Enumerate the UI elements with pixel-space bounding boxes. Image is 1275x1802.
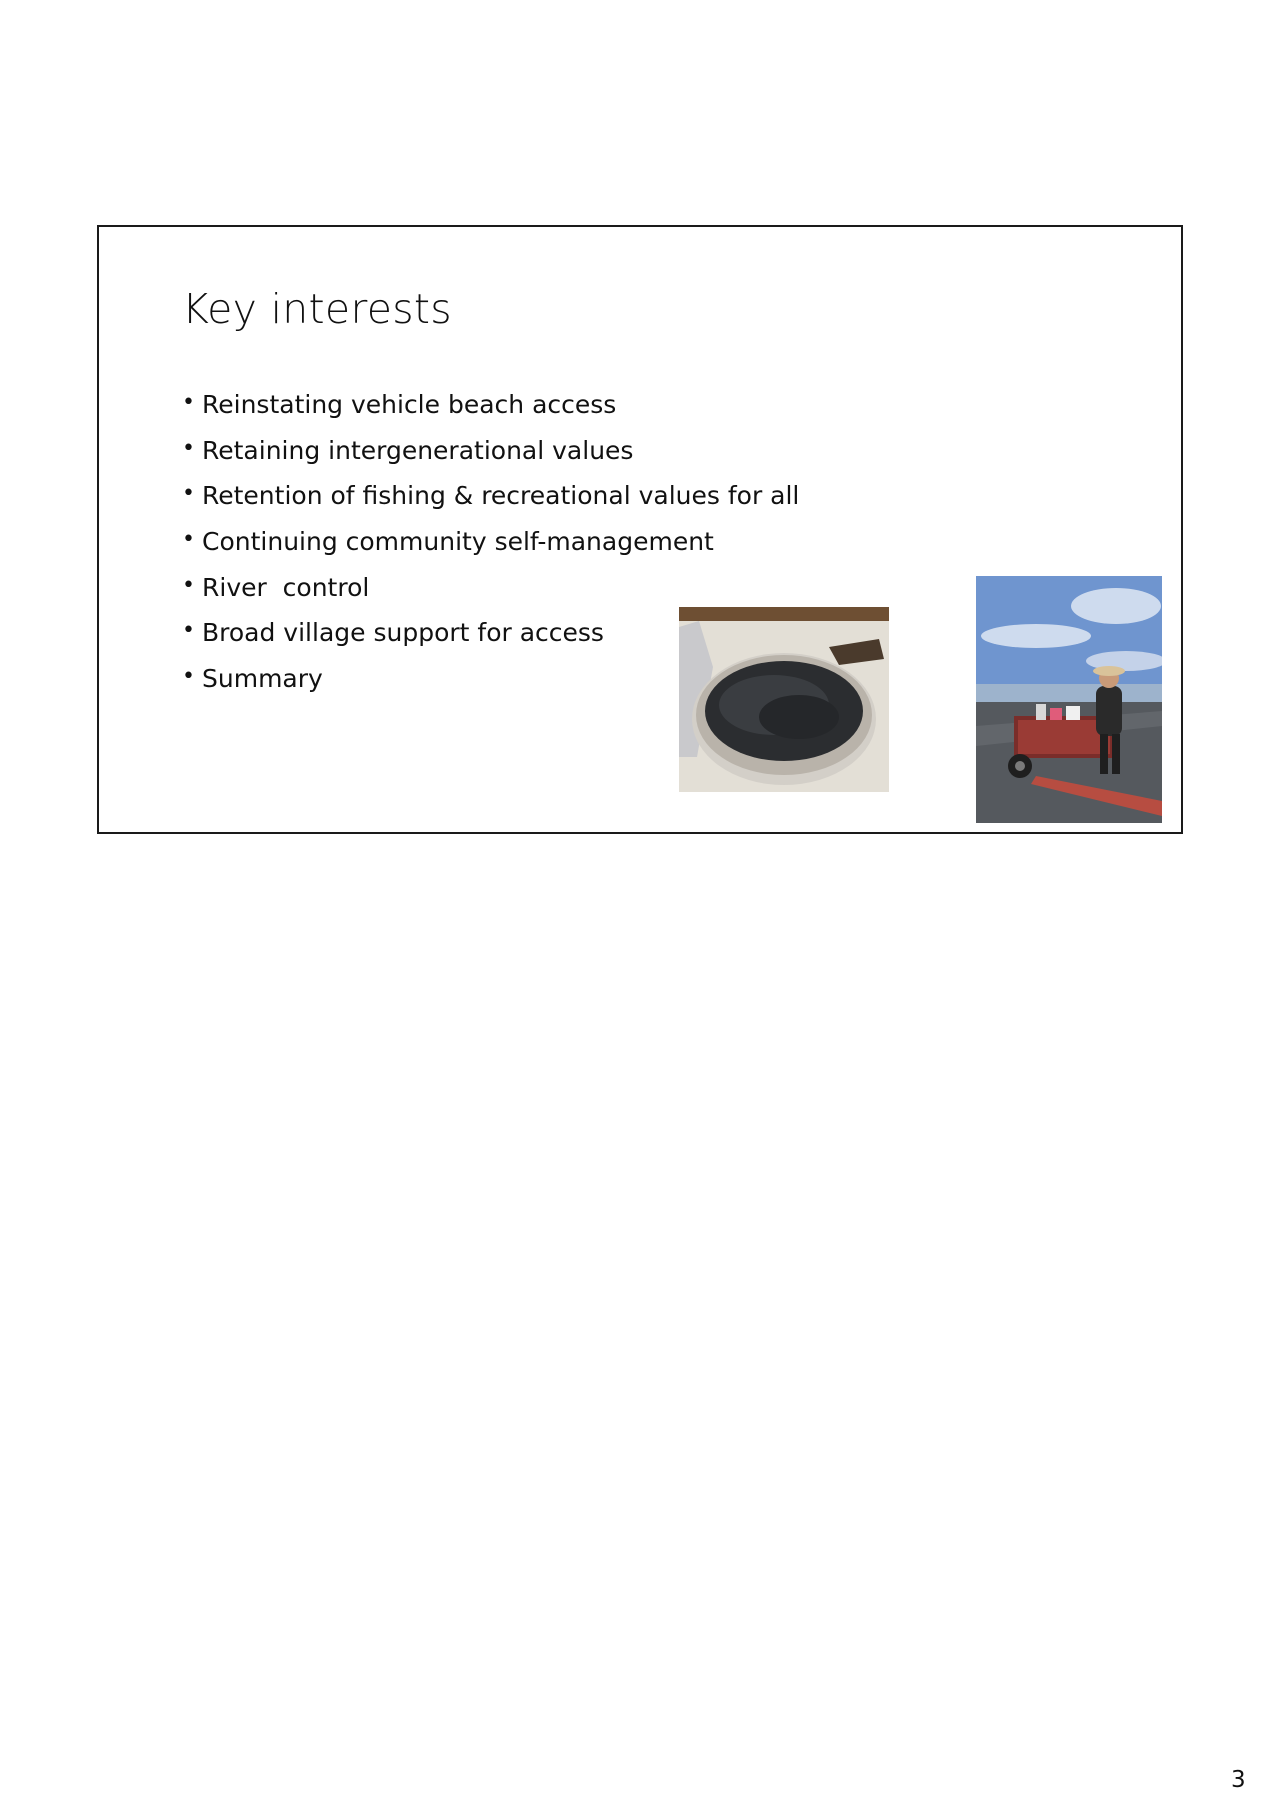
list-item xyxy=(182,392,799,438)
list-item xyxy=(182,529,799,575)
beach-trailer-photo xyxy=(976,576,1162,823)
bullet-text: River control xyxy=(202,572,370,602)
bullet-text: Reinstating vehicle beach access xyxy=(202,390,617,419)
bullet-text: Summary xyxy=(202,664,323,694)
bullet-text: Retention of fishing & recreational values for all xyxy=(202,481,800,511)
bullet-text: Continuing community self-management xyxy=(202,527,714,557)
list-item xyxy=(182,435,799,484)
page-number: 3 xyxy=(1231,1767,1246,1793)
whitebait-bowl-photo xyxy=(679,607,889,792)
bullet-icon: • xyxy=(182,390,195,415)
bullet-text: Retaining intergenerational values xyxy=(202,435,634,465)
bullet-icon: • xyxy=(182,572,195,598)
bullet-text: Broad village support for access xyxy=(202,618,604,648)
bullet-icon: • xyxy=(182,527,195,553)
bullet-icon: • xyxy=(182,435,195,461)
slide-title: Key interests xyxy=(182,285,452,333)
slide-frame xyxy=(97,225,1183,834)
list-item xyxy=(182,483,799,529)
bullet-icon: • xyxy=(182,664,195,690)
beach-trailer-illustration xyxy=(976,576,1162,823)
whitebait-bowl-illustration xyxy=(679,607,889,792)
bullet-icon: • xyxy=(182,618,195,644)
bullet-icon: • xyxy=(182,481,195,507)
